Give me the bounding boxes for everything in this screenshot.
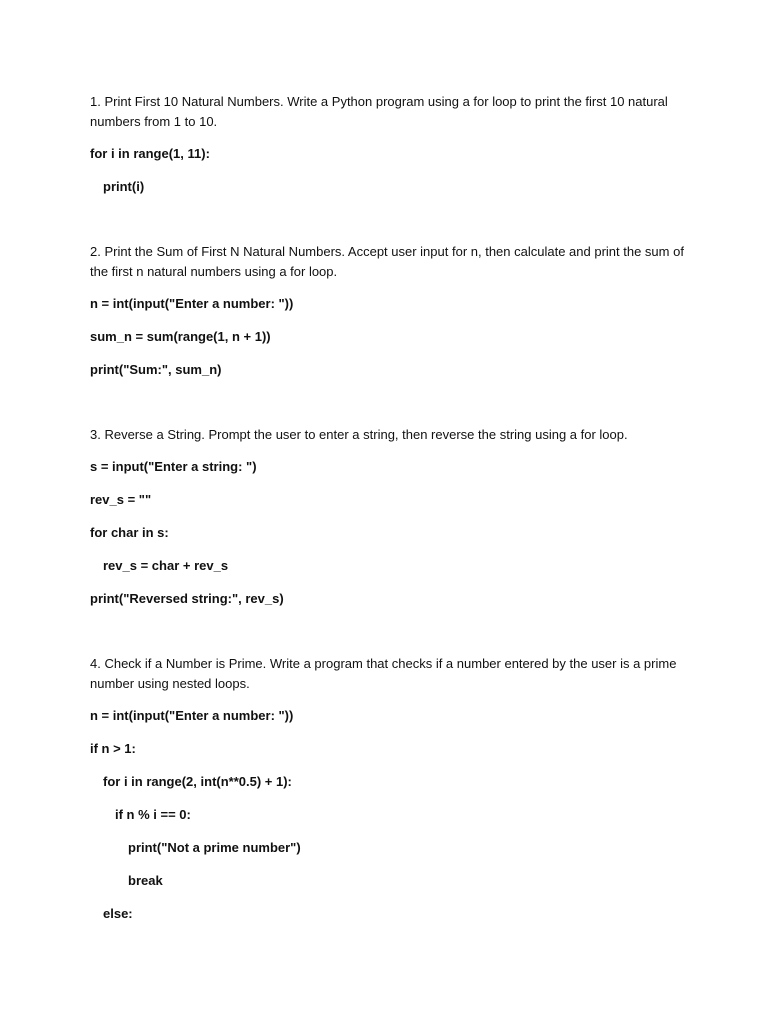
code-line: for i in range(2, int(n**0.5) + 1): (103, 774, 292, 789)
code-line: rev_s = "" (90, 492, 152, 507)
exercise-4 (90, 654, 690, 924)
exercise-description: 1. Print First 10 Natural Numbers. Write a Python program using a for loop to print the first 10 natural numbers from 1 to 10. (90, 94, 668, 129)
code-line: if n > 1: (90, 741, 136, 756)
exercise-3 (90, 425, 690, 609)
section-spacer (90, 622, 690, 654)
code-line: else: (103, 906, 133, 921)
code-line: for i in range(1, 11): (90, 146, 210, 161)
code-line: break (128, 873, 163, 888)
section-spacer (90, 210, 690, 242)
code-line: n = int(input("Enter a number: ")) (90, 708, 294, 723)
code-line: print("Sum:", sum_n) (90, 362, 222, 377)
document-content (90, 92, 690, 937)
code-line: print("Not a prime number") (128, 840, 301, 855)
code-line: if n % i == 0: (115, 807, 191, 822)
code-line: for char in s: (90, 525, 169, 540)
exercise-1 (90, 92, 690, 197)
code-line: s = input("Enter a string: ") (90, 459, 257, 474)
code-line: sum_n = sum(range(1, n + 1)) (90, 329, 271, 344)
code-line: print(i) (103, 179, 145, 194)
exercise-description: 2. Print the Sum of First N Natural Numbers. Accept user input for n, then calculate and print the sum of the first n natural numbers using a for loop. (90, 244, 684, 279)
exercise-description: 4. Check if a Number is Prime. Write a program that checks if a number entered by the user is a prime number using nested loops. (90, 656, 677, 691)
exercise-description: 3. Reverse a String. Prompt the user to enter a string, then reverse the string using a for loop. (90, 427, 628, 442)
code-line: print("Reversed string:", rev_s) (90, 591, 284, 606)
section-spacer (90, 393, 690, 425)
code-line: n = int(input("Enter a number: ")) (90, 296, 294, 311)
code-line: rev_s = char + rev_s (103, 558, 229, 573)
exercise-2 (90, 242, 690, 380)
